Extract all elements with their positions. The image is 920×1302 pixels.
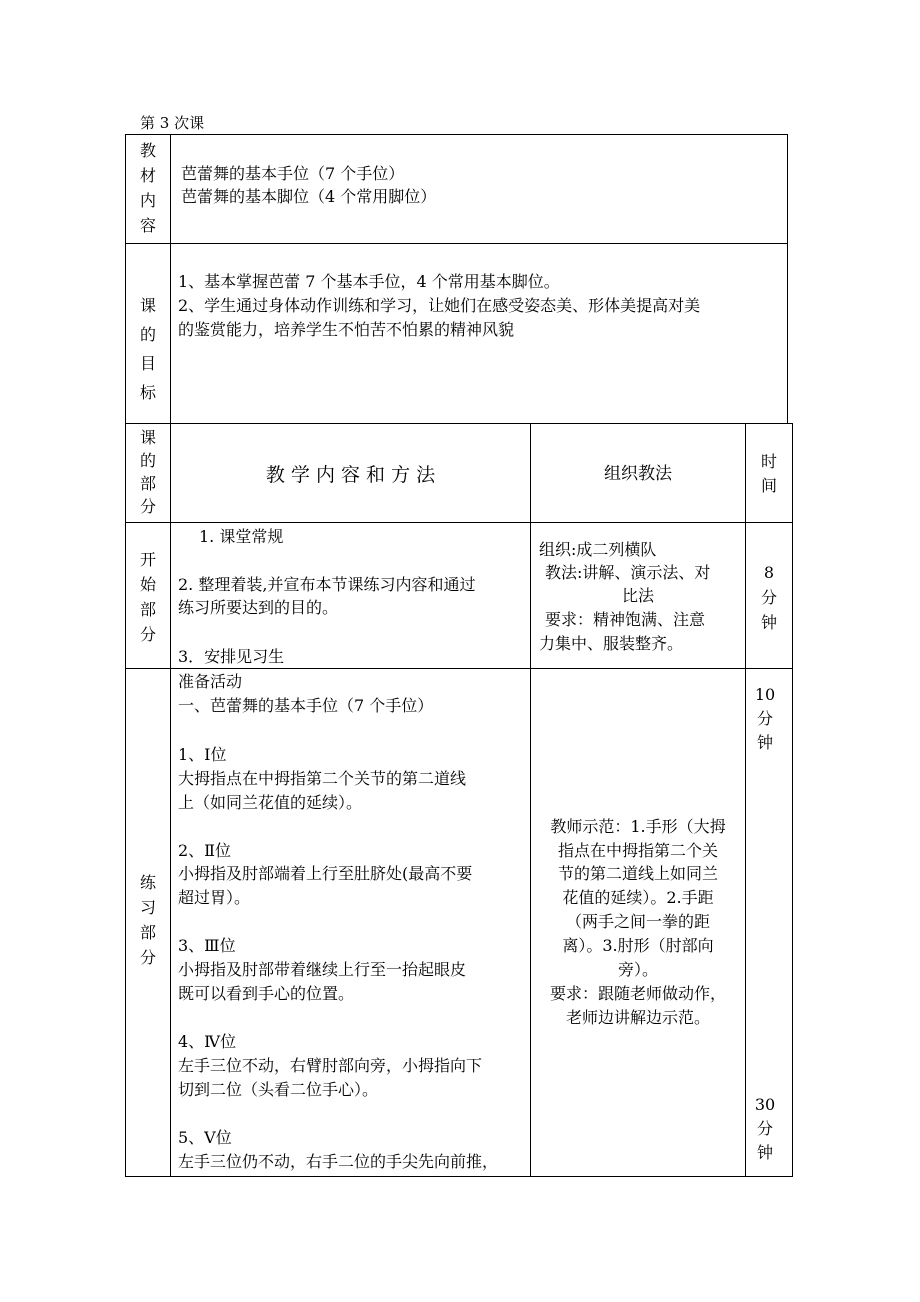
header-part-char: 的 <box>139 451 156 470</box>
practice-org-line: 老师边讲解边示范。 <box>565 1008 710 1027</box>
start-item-2-line-2: 练习所要达到的目的。 <box>178 598 339 617</box>
material-label <box>126 138 170 238</box>
table-border-org-col <box>530 423 531 1177</box>
objectives-line-2: 2、学生通过身体动作训练和学习，让她们在感受姿态美、形体美提高对美 <box>178 296 701 315</box>
start-org-line-4: 要求：精神饱满、注意 <box>545 610 706 629</box>
table-border-label-col <box>170 134 171 1177</box>
practice-part-char: 习 <box>139 898 156 917</box>
start-time-line: 钟 <box>760 613 777 632</box>
header-part-label <box>126 426 170 518</box>
practice-org-line: 指点在中拇指第二个关 <box>557 841 718 860</box>
practice-time-top-line: 10 <box>754 685 776 704</box>
practice-p4-line: 切到二位（头看二位手心）。 <box>178 1080 379 1099</box>
practice-time-bottom-line: 30 <box>754 1095 776 1114</box>
practice-time-top <box>746 683 784 755</box>
material-label-char: 材 <box>139 166 156 185</box>
material-label-char: 内 <box>139 191 156 210</box>
header-time-char: 间 <box>760 476 777 495</box>
objectives-label-char: 的 <box>139 325 156 344</box>
objectives-line-3: 的鉴赏能力，培养学生不怕苦不怕累的精神风貌 <box>178 320 515 339</box>
start-item-3: 3．安排见习生 <box>178 647 285 666</box>
start-org-line-3: 比法 <box>621 586 654 605</box>
practice-warmup: 准备活动 <box>178 672 243 691</box>
objectives-label-char: 课 <box>139 296 156 315</box>
lesson-number: 第 3 次课 <box>140 114 205 132</box>
objectives-label-char: 标 <box>139 383 156 402</box>
practice-org-line: （两手之间一拳的距 <box>565 912 710 931</box>
practice-p1-title: 1、Ⅰ位 <box>178 745 227 764</box>
start-part-char: 分 <box>139 625 156 644</box>
start-time <box>746 560 792 635</box>
practice-part-char: 练 <box>139 873 156 892</box>
practice-org-line: 节的第二道线上如同兰 <box>557 864 718 883</box>
practice-p3-title: 3、Ⅲ位 <box>178 936 236 955</box>
table-border-material-bottom <box>125 243 788 244</box>
start-time-line: 8 <box>763 563 775 582</box>
practice-p2-title: 2、Ⅱ位 <box>178 841 232 860</box>
objectives-label <box>126 291 170 407</box>
material-line-2: 芭蕾舞的基本脚位（4 个常用脚位） <box>181 187 437 206</box>
practice-p3-line: 小拇指及肘部带着继续上行至一抬起眼皮 <box>178 960 467 979</box>
practice-time-bottom-line: 钟 <box>756 1143 773 1162</box>
practice-heading: 一、芭蕾舞的基本手位（7 个手位） <box>178 696 434 715</box>
table-border-header-bottom <box>125 522 793 523</box>
start-org-line-1: 组织:成二列横队 <box>539 540 657 559</box>
table-border-bottom <box>125 1176 793 1177</box>
table-border-top <box>125 134 788 135</box>
material-label-char: 容 <box>139 216 156 235</box>
objectives-line-1: 1、基本掌握芭蕾 7 个基本手位，4 个常用基本脚位。 <box>178 272 560 291</box>
practice-time-bottom-line: 分 <box>756 1119 773 1138</box>
start-item-1: 1. 课堂常规 <box>199 527 284 546</box>
practice-org-line: 花值的延续）。2.手距 <box>562 888 714 907</box>
table-border-time-col <box>745 423 746 1177</box>
start-part-char: 开 <box>139 550 156 569</box>
start-part-char: 始 <box>139 575 156 594</box>
practice-org-line: 旁）。 <box>617 960 658 979</box>
practice-time-top-line: 分 <box>756 709 773 728</box>
start-org-line-5: 力集中、服装整齐。 <box>539 634 684 653</box>
practice-org-line: 离）。3.肘形（肘部向 <box>562 936 714 955</box>
practice-p5-title: 5、Ⅴ位 <box>178 1128 232 1147</box>
material-label-char: 教 <box>139 141 156 160</box>
start-time-line: 分 <box>760 588 777 607</box>
start-org-line-2: 教法:讲解、演示法、对 <box>545 563 711 582</box>
objectives-label-char: 目 <box>139 354 156 373</box>
start-part-label <box>126 547 170 647</box>
practice-p2-line: 小拇指及肘部端着上行至肚脐处(最高不要 <box>178 864 473 883</box>
practice-p3-line: 既可以看到手心的位置。 <box>178 984 355 1003</box>
practice-p1-line: 上（如同兰花值的延续）。 <box>178 793 363 812</box>
header-time-char: 时 <box>760 452 777 471</box>
practice-org-line: 教师示范：1.手形（大拇 <box>550 817 726 836</box>
practice-org-line: 要求：跟随老师做动作， <box>549 984 726 1003</box>
table-border-right-upper <box>787 134 788 424</box>
practice-p4-title: 4、Ⅳ位 <box>178 1032 237 1051</box>
header-part-char: 分 <box>139 497 156 516</box>
practice-time-top-line: 钟 <box>756 733 773 752</box>
material-line-1: 芭蕾舞的基本手位（7 个手位） <box>181 164 405 183</box>
practice-p5-line: 左手三位仍不动，右手二位的手尖先向前推， <box>178 1152 499 1171</box>
practice-p4-line: 左手三位不动，右臂肘部向旁，小拇指向下 <box>178 1056 483 1075</box>
header-part-char: 部 <box>139 474 156 493</box>
practice-p2-line: 超过胃）。 <box>178 888 251 907</box>
practice-part-char: 分 <box>139 948 156 967</box>
start-item-2-line-1: 2. 整理着装,并宣布本节课练习内容和通过 <box>178 575 476 594</box>
header-time-label <box>746 450 792 498</box>
practice-part-label <box>126 870 170 970</box>
header-part-char: 课 <box>139 428 156 447</box>
table-border-objectives-bottom <box>125 423 793 424</box>
practice-time-bottom <box>746 1093 784 1165</box>
table-border-right-lower <box>792 423 793 1177</box>
practice-p1-line: 大拇指点在中拇指第二个关节的第二道线 <box>178 769 467 788</box>
header-content-method: 教 学 内 容 和 方 法 <box>265 464 436 486</box>
header-organization: 组织教法 <box>604 464 672 484</box>
practice-part-char: 部 <box>139 923 156 942</box>
start-part-char: 部 <box>139 600 156 619</box>
table-border-start-bottom <box>125 668 793 669</box>
